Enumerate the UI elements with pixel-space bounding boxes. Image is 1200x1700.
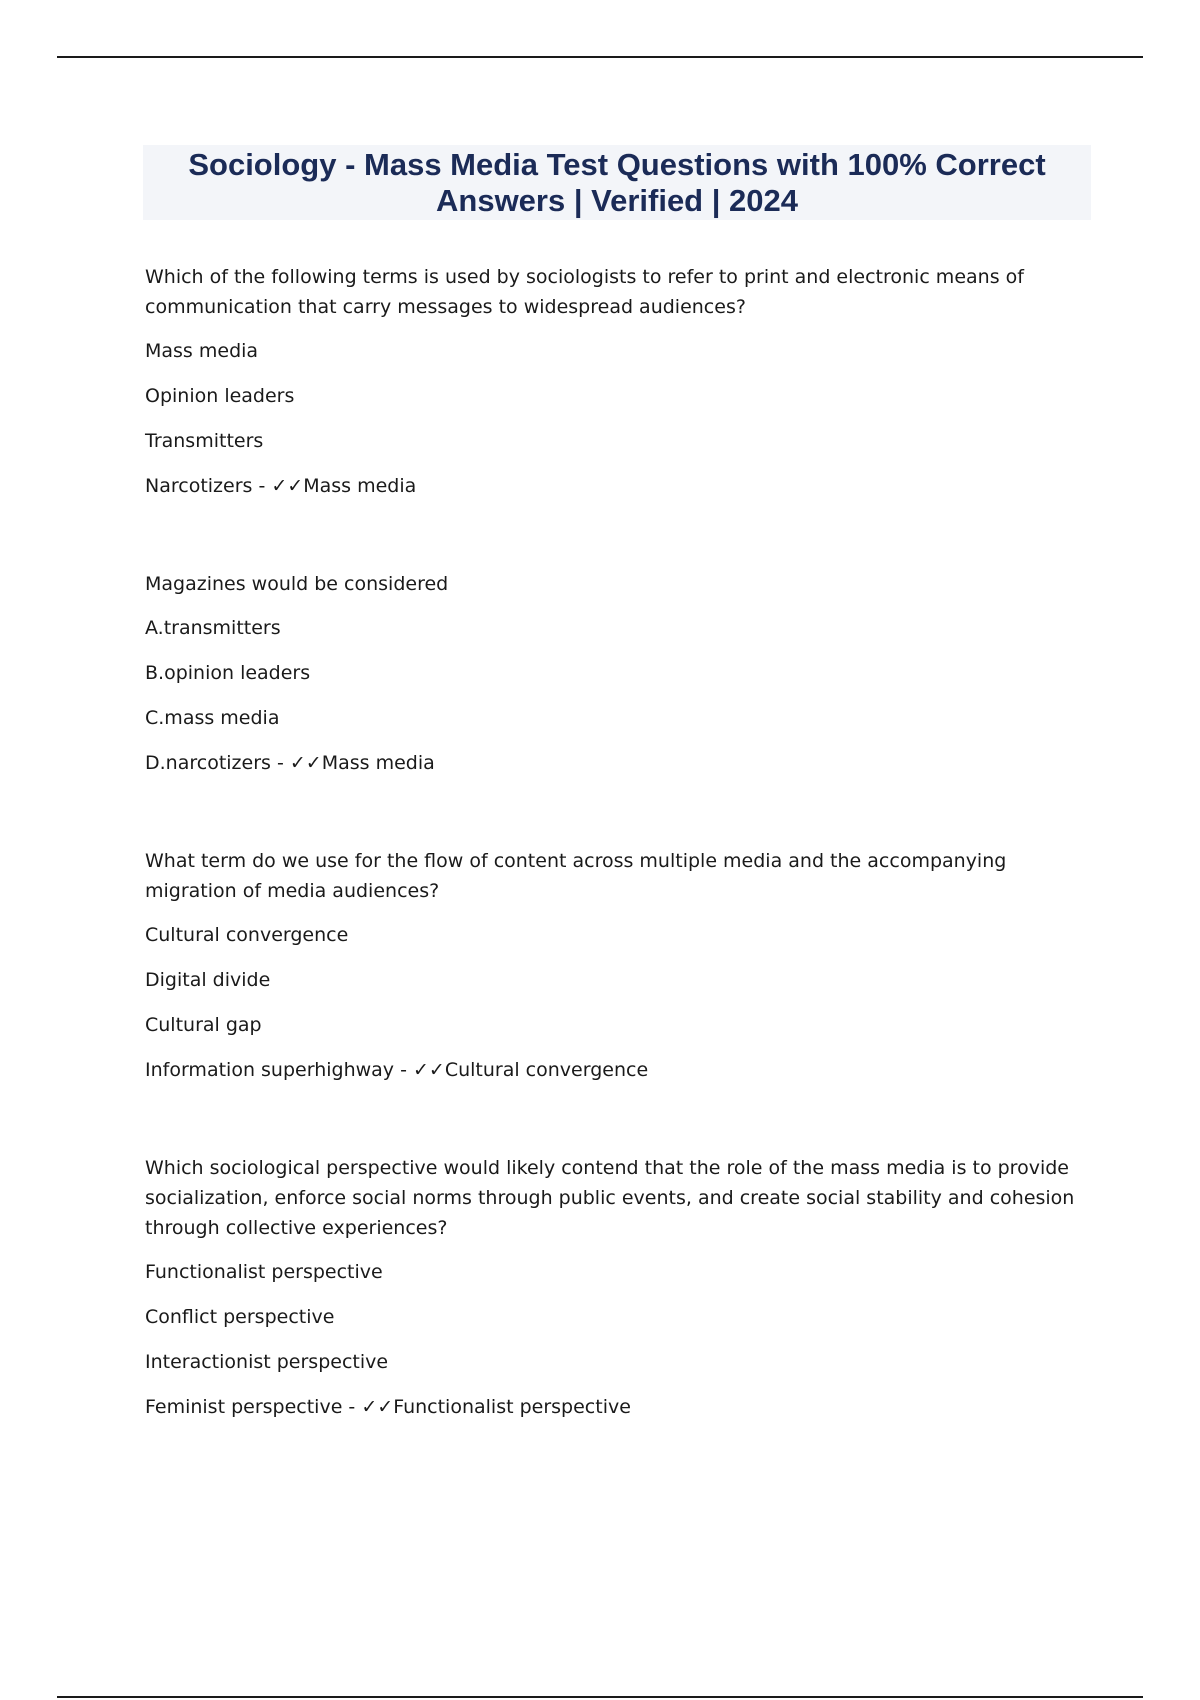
option-item: Digital divide bbox=[145, 969, 271, 991]
correct-answer: Functionalist perspective bbox=[393, 1396, 631, 1418]
correct-answer: Mass media bbox=[303, 475, 417, 497]
option-item: B.opinion leaders bbox=[145, 662, 311, 684]
answer-line bbox=[145, 1392, 1085, 1422]
option-item: D.narcotizers - bbox=[145, 752, 290, 774]
answer-line bbox=[145, 471, 1085, 501]
footer-rule bbox=[57, 1696, 1143, 1698]
question-text: Magazines would be considered bbox=[145, 573, 449, 595]
option-item: Transmitters bbox=[145, 430, 264, 452]
option-item: Information superhighway - bbox=[145, 1059, 413, 1081]
option-item: Cultural gap bbox=[145, 1014, 262, 1036]
question-text: Which of the following terms is used by sociologists to refer to print and electronic means of communication that carry messages to widespread audiences? bbox=[145, 266, 1024, 318]
question-block-2 bbox=[145, 569, 1085, 778]
question-block-4 bbox=[145, 1153, 1085, 1422]
correct-answer: Cultural convergence bbox=[444, 1059, 649, 1081]
check-mark-icon: ✓✓ bbox=[271, 475, 304, 497]
option-item: Opinion leaders bbox=[145, 385, 295, 407]
answer-line bbox=[145, 748, 1085, 778]
answer-line bbox=[145, 1055, 1085, 1085]
title-banner bbox=[143, 145, 1091, 220]
header-rule bbox=[57, 56, 1143, 58]
questions-list bbox=[145, 262, 1085, 1490]
check-mark-icon: ✓✓ bbox=[289, 752, 322, 774]
correct-answer: Mass media bbox=[321, 752, 435, 774]
check-mark-icon: ✓✓ bbox=[412, 1059, 445, 1081]
question-text: What term do we use for the flow of content across multiple media and the accompanying migration of media audiences? bbox=[145, 850, 1007, 902]
option-item: Interactionist perspective bbox=[145, 1351, 389, 1373]
question-text: Which sociological perspective would likely contend that the role of the mass media is to provide socialization, enforce social norms through public events, and create social stability and cohesion through collective experiences? bbox=[145, 1157, 1075, 1239]
option-item: A.transmitters bbox=[145, 617, 281, 639]
question-block-3 bbox=[145, 846, 1085, 1085]
option-item: Narcotizers - bbox=[145, 475, 272, 497]
check-mark-icon: ✓✓ bbox=[361, 1396, 394, 1418]
option-item: C.mass media bbox=[145, 707, 280, 729]
option-item: Feminist perspective - bbox=[145, 1396, 362, 1418]
option-item: Mass media bbox=[145, 340, 259, 362]
option-item: Functionalist perspective bbox=[145, 1261, 383, 1283]
option-item: Conflict perspective bbox=[145, 1306, 335, 1328]
question-block-1 bbox=[145, 262, 1085, 501]
option-item: Cultural convergence bbox=[145, 924, 349, 946]
document-title: Sociology - Mass Media Test Questions with 100% Correct Answers | Verified | 2024 bbox=[188, 147, 1046, 218]
